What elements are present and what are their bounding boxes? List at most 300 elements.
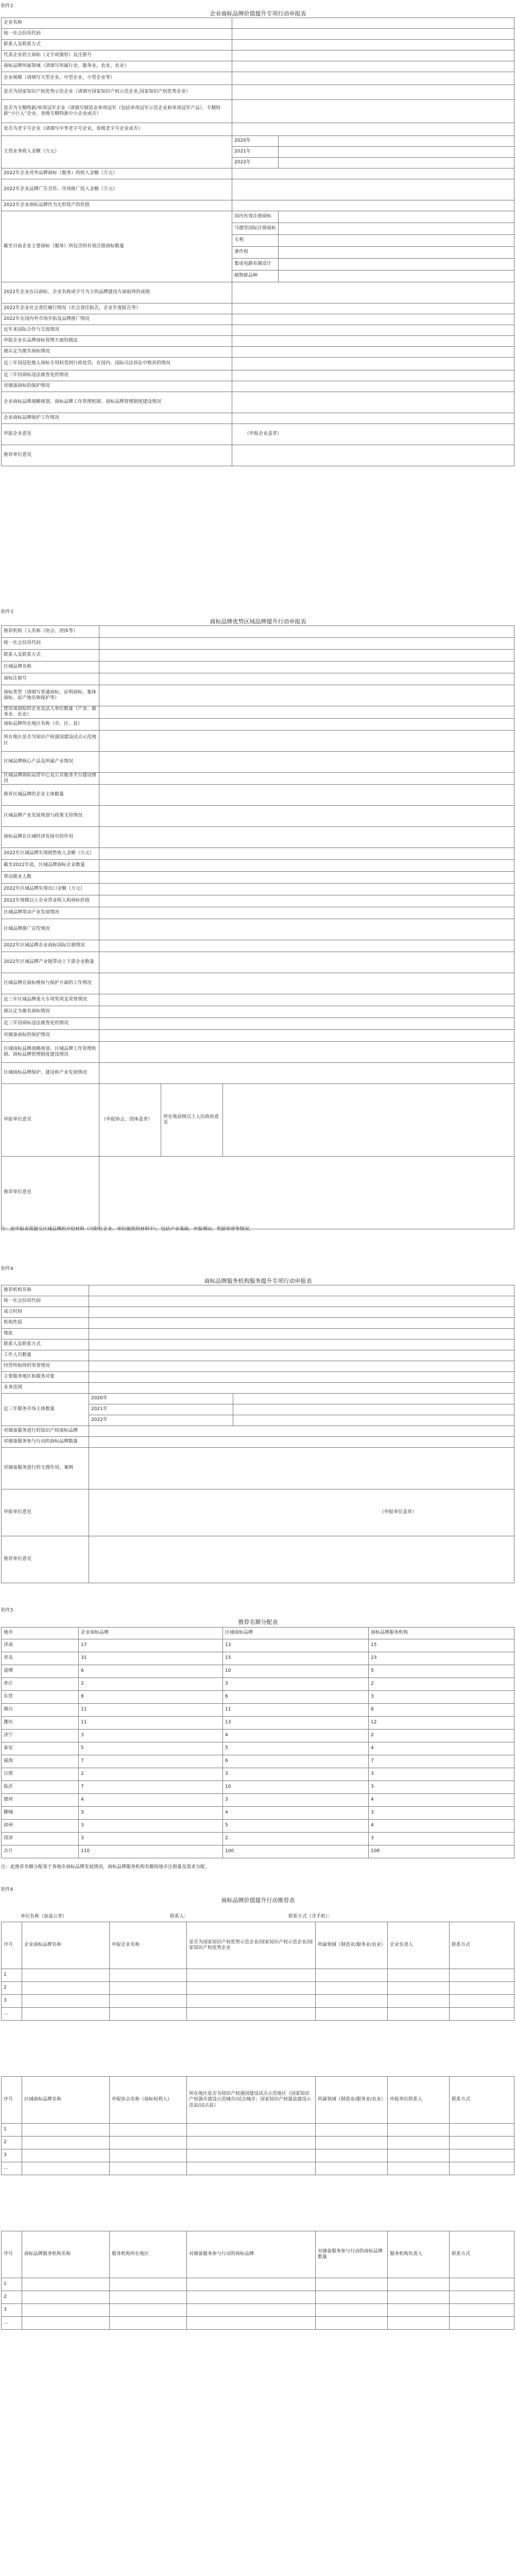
value-cell[interactable] [89, 1340, 514, 1350]
table-row [2, 392, 514, 413]
quota-value: 31 [79, 1652, 223, 1665]
row-label: 区域品牌推广宣传情况 [2, 919, 99, 940]
value-cell[interactable] [232, 40, 514, 50]
quota-value: 7 [79, 1781, 223, 1794]
city-name: 滨州 [2, 1820, 79, 1833]
column-header: 序号 [2, 1922, 22, 1969]
row-label: 使用该商标的企业及法人单位数量（产业、服务业、农业） [2, 706, 99, 719]
table-row [2, 72, 514, 85]
quota-value: 108 [369, 1845, 514, 1858]
value-cell[interactable] [187, 1969, 316, 1982]
value-cell[interactable] [232, 200, 514, 211]
service-recommend-table [1, 2231, 514, 2330]
value-cell[interactable] [110, 2291, 187, 2304]
value-cell[interactable] [232, 424, 514, 445]
column-header: 区域商标品牌 [223, 1628, 369, 1639]
value-cell[interactable] [99, 806, 514, 827]
value-cell[interactable] [450, 2162, 514, 2175]
table-row [2, 1350, 514, 1361]
value-cell[interactable] [110, 2278, 187, 2291]
value-cell[interactable] [187, 2137, 316, 2149]
value-cell[interactable] [110, 2137, 187, 2149]
seal-text: （申报协会、团体盖章） [101, 1117, 153, 1123]
value-cell[interactable] [110, 2149, 187, 2162]
value-cell[interactable] [316, 2149, 388, 2162]
quota-value: 8 [369, 1704, 514, 1717]
value-cell[interactable] [232, 61, 514, 72]
region-recommend-table [1, 2076, 514, 2175]
table-row [2, 2137, 514, 2149]
table-row [2, 123, 514, 136]
value-cell[interactable] [388, 2291, 450, 2304]
quota-value: 3 [369, 1807, 514, 1820]
value-cell[interactable] [450, 2149, 514, 2162]
table-row [2, 1639, 514, 1652]
value-cell[interactable] [388, 1982, 450, 1995]
value-cell[interactable] [279, 147, 514, 158]
table-row [2, 860, 514, 872]
row-label: 主要服务地区和服务对象 [2, 1372, 89, 1383]
quota-value: 4 [369, 1820, 514, 1833]
quota-value: 6 [223, 1755, 369, 1768]
value-cell[interactable] [388, 2304, 450, 2317]
value-cell[interactable] [450, 1982, 514, 1995]
value-cell[interactable] [316, 2124, 388, 2137]
table-row [2, 1969, 514, 1982]
value-cell[interactable] [450, 2304, 514, 2317]
value-cell[interactable] [450, 2124, 514, 2137]
value-cell[interactable] [110, 2008, 187, 2021]
value-cell[interactable] [232, 72, 514, 85]
value-cell[interactable] [388, 2278, 450, 2291]
value-cell[interactable] [22, 2008, 110, 2021]
table-row [2, 2317, 514, 2330]
value-cell[interactable] [89, 1372, 514, 1383]
value-cell[interactable] [110, 1995, 187, 2008]
value-cell[interactable] [316, 1982, 388, 1995]
row-label: 代表企业的主商标（文字或图形）及注册号 [2, 50, 232, 61]
table-header-row [2, 1628, 514, 1639]
row-index: 1 [2, 2278, 22, 2291]
value-cell[interactable] [22, 2124, 110, 2137]
value-cell[interactable] [99, 673, 514, 685]
row-label: 推荐机构名称 [2, 1285, 89, 1296]
value-cell[interactable] [187, 2162, 316, 2175]
table-row [2, 1006, 514, 1018]
value-cell[interactable] [232, 347, 514, 358]
value-cell[interactable] [110, 1969, 187, 1982]
quota-value: 8 [79, 1691, 223, 1704]
government-opinion[interactable] [223, 1084, 514, 1157]
row-label: 2022年企业社会责任履行情况（社会责任报告，企业年度报告等） [2, 303, 232, 314]
value-cell[interactable] [388, 2008, 450, 2021]
value-cell[interactable] [99, 884, 514, 895]
value-cell[interactable] [99, 973, 514, 994]
registration-item-label: 植物新品种 [232, 270, 279, 282]
value-cell[interactable] [450, 2291, 514, 2304]
value-cell[interactable] [22, 2149, 110, 2162]
column-header: 申报企业名称 [110, 1922, 187, 1969]
value-cell[interactable] [99, 626, 514, 638]
value-cell[interactable] [99, 785, 514, 806]
value-cell[interactable] [232, 392, 514, 413]
value-cell[interactable] [99, 1042, 514, 1063]
table-row [2, 179, 514, 200]
table-row [2, 2149, 514, 2162]
column-header: 对储备服务参与行动的商标品牌数量 [316, 2231, 388, 2278]
value-cell[interactable] [22, 2304, 110, 2317]
city-name: 泰安 [2, 1742, 79, 1755]
value-cell[interactable] [450, 2137, 514, 2149]
value-cell[interactable] [99, 685, 514, 706]
value-cell[interactable] [279, 136, 514, 147]
table-row [2, 994, 514, 1006]
year-label: 2021年 [232, 147, 279, 158]
value-cell[interactable] [99, 827, 514, 848]
quota-value: 15 [369, 1639, 514, 1652]
value-cell[interactable] [316, 2137, 388, 2149]
value-cell[interactable] [232, 336, 514, 347]
row-label: 对储备服务参与行动的商标品牌数量 [2, 1437, 89, 1448]
value-cell[interactable] [99, 650, 514, 662]
value-cell[interactable] [89, 1448, 514, 1489]
attachment-4-table [1, 1285, 514, 1583]
year-label: 2022年 [232, 158, 279, 168]
table-row [2, 336, 514, 347]
value-cell[interactable] [279, 247, 514, 259]
table-row [2, 940, 514, 952]
applicant-opinion[interactable] [99, 1084, 161, 1157]
value-cell[interactable] [187, 2317, 316, 2330]
value-cell[interactable] [89, 1296, 514, 1307]
row-index: … [2, 2008, 22, 2021]
value-cell[interactable] [450, 1995, 514, 2008]
value-cell[interactable] [22, 1982, 110, 1995]
value-cell[interactable] [99, 952, 514, 973]
row-label: 商标品牌所属领域（请填写所属行业，服务业，农业，农业） [2, 61, 232, 72]
value-cell[interactable] [187, 1995, 316, 2008]
value-cell[interactable] [89, 1329, 514, 1340]
value-cell[interactable] [232, 29, 514, 40]
registration-item-label: 马德里国际注册商标 [232, 223, 279, 235]
value-cell[interactable] [22, 2278, 110, 2291]
value-cell[interactable] [22, 1969, 110, 1982]
value-cell[interactable] [99, 848, 514, 860]
value-cell[interactable] [89, 1489, 514, 1536]
value-cell[interactable] [99, 994, 514, 1006]
quota-value: 100 [223, 1845, 369, 1858]
value-cell[interactable] [450, 2278, 514, 2291]
row-label: 近三年因侵犯他人商标专用权受到行政处罚，在国内、国际司法诉讼中败诉的情况 [2, 358, 232, 370]
value-cell[interactable] [279, 259, 514, 270]
attachment-5-note: 注：此推荐名额分配基于各地市商标品牌发展情况，商标品牌服务机构名额按地市注册量及需求分配。 [1, 1865, 210, 1870]
value-cell[interactable] [110, 2304, 187, 2317]
value-cell[interactable] [99, 1006, 514, 1018]
value-cell[interactable] [99, 1063, 514, 1084]
value-cell[interactable] [110, 2317, 187, 2330]
value-cell[interactable] [99, 718, 514, 730]
value-cell[interactable] [99, 907, 514, 919]
value-cell[interactable] [89, 1307, 514, 1318]
value-cell[interactable] [279, 270, 514, 282]
city-name: 合计 [2, 1845, 79, 1858]
column-header: 地市 [2, 1628, 79, 1639]
table-row [2, 100, 514, 123]
quota-value: 5 [369, 1665, 514, 1678]
table-row [2, 673, 514, 685]
value-cell[interactable] [232, 413, 514, 424]
city-name: 菏泽 [2, 1833, 79, 1845]
table-row [2, 1426, 514, 1437]
value-cell[interactable] [89, 1383, 514, 1394]
value-cell[interactable] [316, 1995, 388, 2008]
value-cell[interactable] [89, 1536, 514, 1583]
value-cell[interactable] [232, 179, 514, 200]
table-row [2, 1717, 514, 1730]
table-row [2, 85, 514, 100]
value-cell[interactable] [279, 223, 514, 235]
column-header: 所属领域（制造业/服务业/农业） [316, 2077, 388, 2124]
row-label: 区域品牌产业发展规划与政策支持情况 [2, 806, 99, 827]
row-label: 对储备服务进行的知识产权商标品牌 [2, 1426, 89, 1437]
city-name: 淄博 [2, 1665, 79, 1678]
table-row [2, 61, 514, 72]
value-cell[interactable] [187, 2278, 316, 2291]
row-label: 2022年区域品牌实现出口金额（万元） [2, 884, 99, 895]
row-label: 近三年因商标违法被查处的情况 [2, 370, 232, 381]
row-label: 申报企业意见 [2, 424, 232, 445]
table-row [2, 806, 514, 827]
table-row [2, 1768, 514, 1781]
table-row [2, 18, 514, 29]
row-label: 推荐区域品牌的企业主体数量 [2, 785, 99, 806]
value-cell[interactable] [99, 860, 514, 872]
quota-value: 4 [369, 1794, 514, 1807]
column-header: 申报协会名称（商标权利人） [110, 2077, 187, 2124]
value-cell[interactable] [99, 638, 514, 650]
column-header: 服务机构所在地区 [110, 2231, 187, 2278]
value-cell[interactable] [450, 2008, 514, 2021]
city-name: 烟台 [2, 1704, 79, 1717]
row-label: 企业规模（请填写大型企业，中型企业，小型企业等） [2, 72, 232, 85]
row-label: 申报企业在品牌商标管理方面的做法 [2, 336, 232, 347]
value-cell[interactable] [279, 158, 514, 168]
value-cell[interactable] [22, 2291, 110, 2304]
value-cell[interactable] [22, 2317, 110, 2330]
table-row [2, 1730, 514, 1742]
table-row [2, 200, 514, 211]
row-label: 2022年企业对外品牌商标（服务）的收入金额（万元） [2, 168, 232, 179]
registration-item-label: 专利 [232, 235, 279, 247]
value-cell[interactable] [232, 445, 514, 466]
value-cell[interactable] [187, 2124, 316, 2137]
value-cell[interactable] [232, 50, 514, 61]
quota-value: 2 [79, 1768, 223, 1781]
table-row [2, 1820, 514, 1833]
value-cell[interactable] [316, 2008, 388, 2021]
value-cell[interactable] [233, 1394, 514, 1404]
value-cell[interactable] [99, 751, 514, 772]
value-cell[interactable] [316, 2291, 388, 2304]
value-cell[interactable] [89, 1437, 514, 1448]
city-name: 德州 [2, 1794, 79, 1807]
row-index: … [2, 2162, 22, 2175]
table-row [2, 662, 514, 673]
value-cell[interactable] [22, 2137, 110, 2149]
value-cell[interactable] [89, 1361, 514, 1372]
table-row [2, 1781, 514, 1794]
table-row [2, 751, 514, 772]
value-cell[interactable] [99, 872, 514, 884]
value-cell[interactable] [388, 2124, 450, 2137]
table-row [2, 2162, 514, 2175]
quota-value: 3 [79, 1820, 223, 1833]
value-cell[interactable] [187, 2291, 316, 2304]
value-cell[interactable] [233, 1404, 514, 1415]
value-cell[interactable] [316, 2278, 388, 2291]
value-cell[interactable] [388, 2137, 450, 2149]
enterprise-recommend-table [1, 1922, 514, 2021]
quota-value: 3 [79, 1730, 223, 1742]
value-cell[interactable] [187, 2008, 316, 2021]
value-cell[interactable] [316, 2304, 388, 2317]
value-cell[interactable] [450, 1969, 514, 1982]
row-label: 对储备商标的保护情况 [2, 381, 232, 392]
value-cell[interactable] [99, 940, 514, 952]
value-cell[interactable] [22, 2162, 110, 2175]
table-row [2, 1794, 514, 1807]
value-cell[interactable] [232, 370, 514, 381]
column-header: 所属领域（制造业/服务业/农业） [316, 1922, 388, 1969]
value-cell[interactable] [99, 1018, 514, 1030]
city-name: 威海 [2, 1755, 79, 1768]
value-cell[interactable] [110, 2124, 187, 2137]
value-cell[interactable] [187, 1982, 316, 1995]
quota-value: 7 [369, 1755, 514, 1768]
quota-value: 3 [79, 1833, 223, 1845]
quota-value: 13 [223, 1639, 369, 1652]
attachment-4-label: 附件4 [1, 1266, 13, 1272]
row-label: 近三年因商标违法被查处的情况 [2, 1018, 99, 1030]
table-row [2, 1042, 514, 1063]
table-row [2, 168, 514, 179]
value-cell[interactable] [316, 1969, 388, 1982]
value-cell[interactable] [232, 358, 514, 370]
value-cell[interactable] [99, 662, 514, 673]
value-cell[interactable] [89, 1350, 514, 1361]
value-cell[interactable] [187, 2149, 316, 2162]
row-label: 区域品牌带动产业发展情况 [2, 907, 99, 919]
row-label: 商标注册号 [2, 673, 99, 685]
value-cell[interactable] [232, 123, 514, 136]
quota-value: 4 [369, 1742, 514, 1755]
row-label: 对储备服务进行的支撑作用、案例 [2, 1448, 89, 1489]
row-label: 推荐单位意见 [2, 445, 232, 466]
value-cell[interactable] [388, 2162, 450, 2175]
value-cell[interactable] [187, 2304, 316, 2317]
value-cell[interactable] [99, 895, 514, 907]
row-index: 1 [2, 2124, 22, 2137]
quota-value: 7 [79, 1755, 223, 1768]
table-row [2, 1652, 514, 1665]
quota-value: 10 [223, 1781, 369, 1794]
value-cell[interactable] [232, 18, 514, 29]
table-row [2, 2008, 514, 2021]
value-cell[interactable] [99, 730, 514, 751]
column-header: 商标品牌服务机构 [369, 1628, 514, 1639]
value-cell[interactable] [99, 1157, 514, 1229]
value-cell[interactable] [232, 314, 514, 325]
value-cell[interactable] [279, 235, 514, 247]
value-cell[interactable] [110, 2162, 187, 2175]
row-label: 联系人及联系方式 [2, 40, 232, 50]
table-row [2, 1448, 514, 1489]
value-cell[interactable] [232, 168, 514, 179]
attachment-6-label: 附件6 [1, 1887, 13, 1892]
value-cell[interactable] [89, 1285, 514, 1296]
value-cell[interactable] [99, 919, 514, 940]
table-row [2, 772, 514, 785]
year-label: 2020年 [89, 1394, 233, 1404]
value-cell[interactable] [316, 2162, 388, 2175]
value-cell[interactable] [388, 1969, 450, 1982]
quota-value: 11 [79, 1717, 223, 1730]
registration-item-label: 国内有效注册商标 [232, 211, 279, 223]
table-row [2, 848, 514, 860]
quota-value: 4 [223, 1730, 369, 1742]
table-row [2, 626, 514, 638]
row-label: 截至目前企业主要商标（服务）所包含的有效注册商标数量 [2, 211, 232, 282]
row-index: 3 [2, 1995, 22, 2008]
value-cell[interactable] [388, 2149, 450, 2162]
table-row [2, 29, 514, 40]
value-cell[interactable] [99, 706, 514, 719]
row-label: 经营所取得的荣誉情况 [2, 1361, 89, 1372]
row-label: 区域商标品牌保护、建设和产业发展情况 [2, 1063, 99, 1084]
value-cell[interactable] [232, 282, 514, 303]
year-label: 2022年 [89, 1415, 233, 1426]
value-cell[interactable] [99, 772, 514, 785]
value-cell[interactable] [99, 1030, 514, 1042]
value-cell[interactable] [232, 325, 514, 336]
table-row [2, 730, 514, 751]
value-cell[interactable] [232, 381, 514, 392]
value-cell[interactable] [89, 1318, 514, 1329]
value-cell[interactable] [232, 303, 514, 314]
table-row [2, 650, 514, 662]
quota-value: 3 [223, 1768, 369, 1781]
city-name: 济宁 [2, 1730, 79, 1742]
value-cell[interactable] [316, 2317, 388, 2330]
row-label: 推荐单位意见 [2, 1157, 99, 1229]
value-cell[interactable] [233, 1415, 514, 1426]
value-cell[interactable] [388, 2317, 450, 2330]
value-cell[interactable] [22, 1995, 110, 2008]
value-cell[interactable] [110, 1982, 187, 1995]
value-cell[interactable] [388, 1995, 450, 2008]
table-row [2, 1361, 514, 1372]
contact-phone-label: 联系方式（含手机）： [288, 1914, 333, 1919]
row-label: 2022年区域品牌企业商标国际注册情况 [2, 940, 99, 952]
attachment-3-table [1, 625, 514, 1229]
value-cell[interactable] [232, 100, 514, 123]
value-cell[interactable] [232, 85, 514, 100]
value-cell[interactable] [89, 1426, 514, 1437]
column-header: 序号 [2, 2077, 22, 2124]
value-cell[interactable] [279, 211, 514, 223]
city-name: 枣庄 [2, 1678, 79, 1691]
value-cell[interactable] [450, 2317, 514, 2330]
